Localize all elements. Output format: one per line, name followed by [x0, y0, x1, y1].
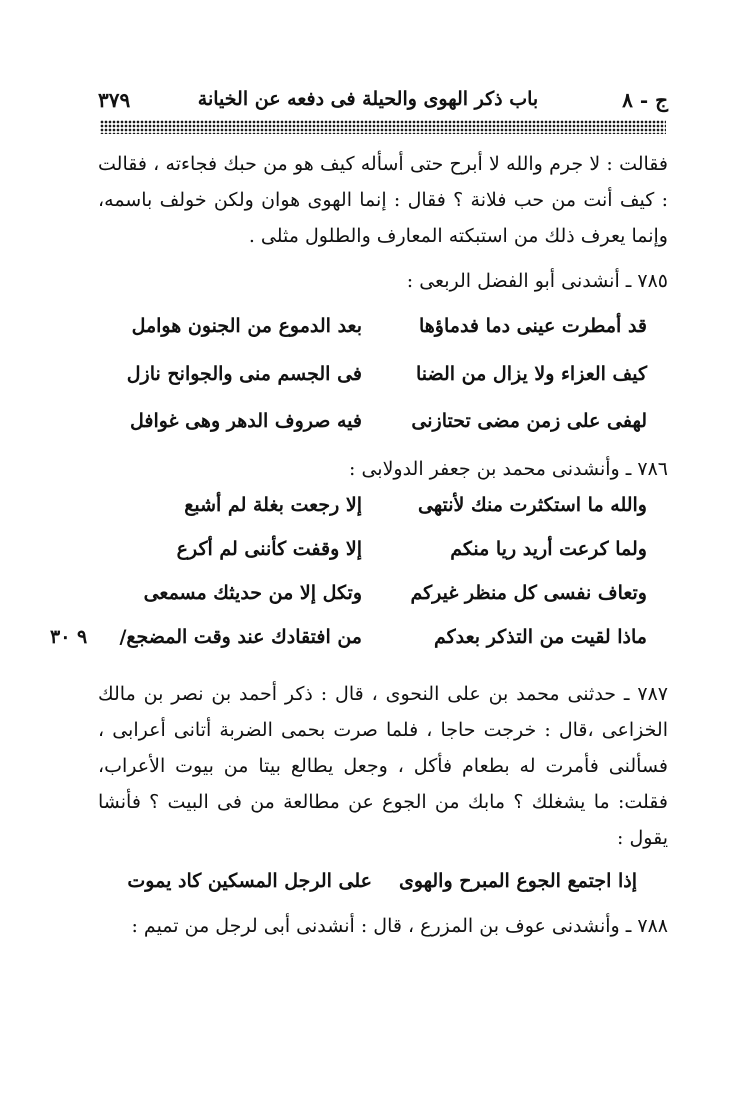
page-number: ٣٧٩	[98, 88, 131, 112]
paragraph-787: ٧٨٧ ـ حدثنى محمد بن على النحوى ، قال : ذكر أحمد بن نصر بن مالك الخزاعى ،قال : خرجت حاجا ، فلما صرت بحمى الضربة أتانى أعرابى ، فسألنى فأمرت له بطعام فأكل ، وجعل يطالع بيتا من بيوت الأعراب، فقلت: ما يشغلك ؟ مابك من الجوع عن مطالعة من فى البيت ؟ فأنشا يقول :	[98, 683, 668, 849]
margin-page-reference: ٩ ٣٠	[50, 626, 88, 648]
verse-first-hemistich: كيف العزاء ولا يزال من الضنا	[415, 363, 647, 385]
verse-first-hemistich: ولما كرعت أريد ريا منكم	[450, 538, 647, 560]
verse-second-hemistich: إلا وقفت كأننى لم أكرع	[176, 538, 362, 560]
header-divider	[100, 120, 666, 134]
verse-second-hemistich: بعد الدموع من الجنون هوامل	[131, 315, 362, 337]
verse-second-hemistich: من افتقادك عند وقت المضجع/	[119, 626, 362, 648]
verse-second-hemistich: إلا رجعت بغلة لم أشبع	[184, 494, 362, 516]
verse-first-hemistich: ماذا لقيت من التذكر بعدكم	[433, 626, 647, 648]
paragraph-1: فقالت : لا جرم والله لا أبرح حتى أسأله كيف هو من حبك فجاءته ، فقالت : كيف أنت من حب فلانة ؟ فقال : إنما الهوى هوان ولكن خولف باسمه، وإنما يعرف ذلك من استبكته المعارف والطلول مثلى .	[98, 153, 668, 247]
entry-785: ٧٨٥ ـ أنشدنى أبو الفضل الربعى :	[406, 270, 668, 292]
entry-786: ٧٨٦ ـ وأنشدنى محمد بن جعفر الدولابى :	[349, 458, 668, 480]
verse-first-hemistich: إذا اجتمع الجوع المبرح والهوى	[398, 870, 637, 892]
verse-first-hemistich: لهفى على زمن مضى تحتازنى	[411, 410, 647, 432]
volume-label: ج - ٨	[622, 88, 668, 112]
verse-first-hemistich: والله ما استكثرت منك لأنتهى	[417, 494, 647, 516]
entry-788: ٧٨٨ ـ وأنشدنى عوف بن المزرع ، قال : أنشدنى أبى لرجل من تميم :	[131, 915, 668, 937]
chapter-title: باب ذكر الهوى والحيلة فى دفعه عن الخيانة	[197, 88, 539, 110]
verse-first-hemistich: قد أمطرت عينى دما فدماؤها	[419, 315, 647, 337]
verse-first-hemistich: وتعاف نفسى كل منظر غيركم	[410, 582, 647, 604]
running-header	[98, 88, 668, 118]
verse-second-hemistich: فى الجسم منى والجوانح نازل	[126, 363, 362, 385]
verse-second-hemistich: على الرجل المسكين كاد يموت	[127, 870, 372, 892]
verse-second-hemistich: فيه صروف الدهر وهى غوافل	[129, 410, 362, 432]
verse-second-hemistich: وتكل إلا من حديثك مسمعى	[143, 582, 362, 604]
